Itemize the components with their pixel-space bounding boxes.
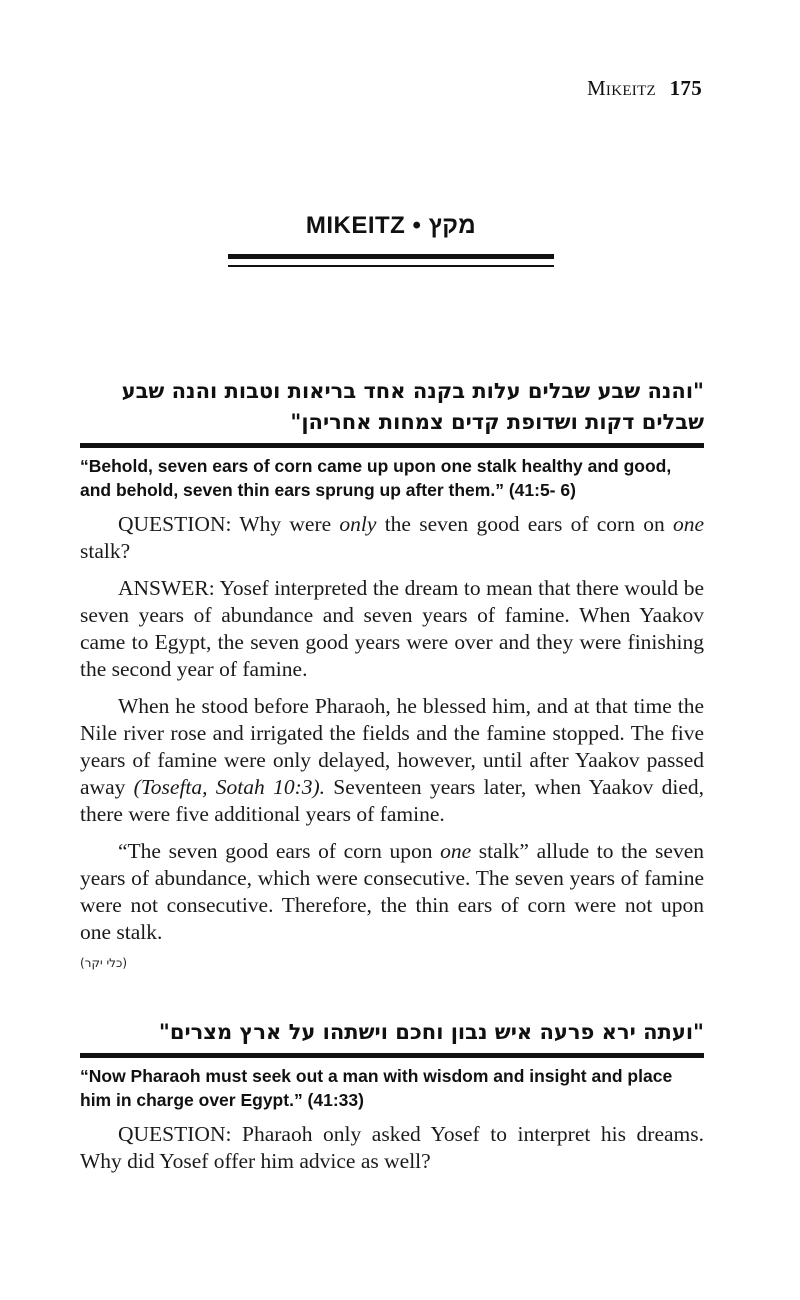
section-pharaoh-seek: [80, 1017, 704, 1185]
chapter-rule-thin: [228, 265, 554, 267]
verse-rule: [80, 443, 704, 448]
hebrew-verse-line-1: "והנה שבע שבלים עלות בקנה אחד בריאות וטבות והנה שבע: [121, 379, 704, 403]
section-seven-ears: [80, 376, 704, 970]
hebrew-verse: [80, 1017, 704, 1048]
citation-italic: (Tosefta, Sotah: [133, 775, 265, 799]
hebrew-verse-line-2: שבלים דקות ושדופת קדים צמחות אחריהן": [290, 410, 704, 434]
running-head: [587, 76, 702, 101]
running-title: Mikeitz: [586, 76, 657, 100]
chapter-heading: [228, 212, 554, 267]
page-number: 175: [669, 76, 702, 100]
hebrew-verse-line-1: "ועתה ירא פרעה איש נבון וחכם וישתהו על ארץ מצרים": [158, 1020, 704, 1044]
question-text: QUESTION: Why were: [118, 512, 340, 536]
paragraph-text-tail: Seventeen years later, when Yaakov died, there were five additional years of famine.: [80, 775, 705, 826]
hebrew-verse: [80, 376, 704, 438]
commentary-body: [80, 1121, 704, 1175]
question-text-mid: the seven good ears of corn on: [376, 512, 673, 536]
question-paragraph: [80, 511, 704, 565]
verse-translation: “Now Pharaoh must seek out a man with wisdom and insight and place him in charge over Egypt.” (41:33): [80, 1066, 673, 1110]
answer-paragraph: ANSWER: Yosef interpreted the dream to mean that there would be seven years of abundance and seven years of famine. When Yaakov came to Egypt, the seven good years were over and they were finishing the second year of famine.: [80, 576, 704, 681]
commentary-body: [80, 511, 704, 946]
paragraph-one-stalk: [80, 838, 704, 946]
paragraph-pharaoh-blessing: [80, 693, 704, 828]
paragraph-text: When he stood before Pharaoh, he blessed him, and at that time the Nile river rose and irrigated the fields and the famine stopped. The five years of famine were only delayed, however, until after Yaakov passed away: [80, 694, 704, 799]
emphasis-one: one: [440, 839, 472, 863]
source-citation: (כלי יקר): [80, 956, 127, 970]
emphasis-only: only: [339, 512, 377, 536]
paragraph-text-tail: stalk” allude to the seven years of abundance, which were consecutive. The seven years of famine were not consecutive. Therefore, the thin ears of corn were not upon one stalk.: [80, 839, 704, 944]
verse-rule: [80, 1053, 704, 1058]
paragraph-text: “The seven good ears of corn upon: [118, 839, 441, 863]
citation-rest: 10:3).: [264, 775, 326, 799]
chapter-title: MIKEITZ • מקץ: [305, 212, 477, 239]
verse-translation: “Behold, seven ears of corn came up upon one stalk healthy and good, and behold, seven thin ears sprung up after them.” (41:5- 6): [80, 456, 672, 500]
question-text-tail: stalk?: [80, 539, 131, 563]
emphasis-one: one: [672, 512, 704, 536]
chapter-rule-thick: [228, 254, 554, 259]
question-paragraph: QUESTION: Pharaoh only asked Yosef to interpret his dreams. Why did Yosef offer him advice as well?: [80, 1122, 704, 1173]
